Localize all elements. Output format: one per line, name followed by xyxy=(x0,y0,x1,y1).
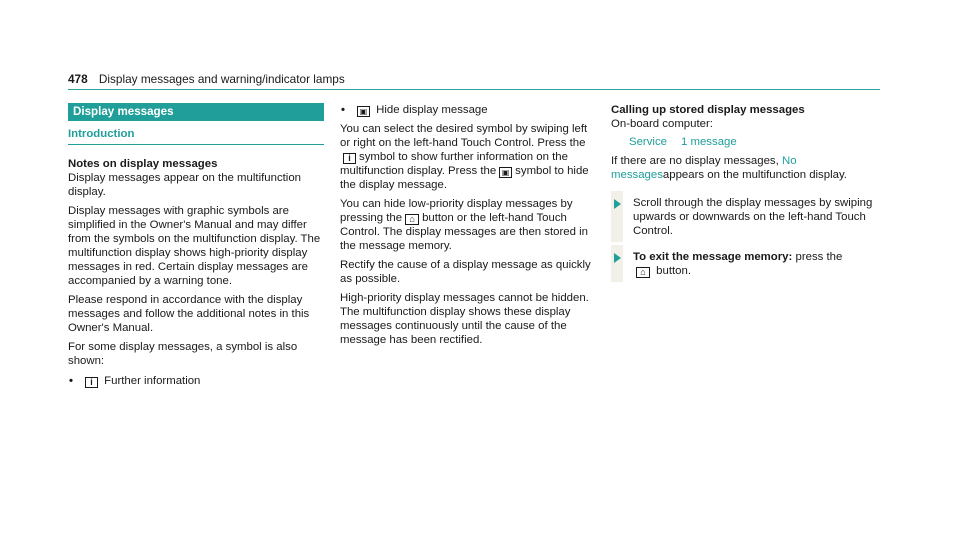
hide-message-symbol-icon xyxy=(357,106,370,117)
column-left xyxy=(68,103,324,388)
menu-path xyxy=(629,135,881,149)
paragraph: Display messages with graphic symbols are simplified in the Owner's Manual and may differ from the symbols on the multifunction display. The multifunction display shows high-priority display messages in red. Certain display messages are accompanied by a warning tone. xyxy=(68,205,321,287)
home-button-icon xyxy=(405,214,419,225)
text-run: symbol to show further information on the multifunction display. Press the xyxy=(340,151,568,177)
step-arrow-icon xyxy=(614,199,621,209)
text-run: If there are no display messages, xyxy=(611,155,779,167)
paragraph xyxy=(611,154,881,182)
menu-path-item: 1 message xyxy=(680,136,737,148)
section-title: Display messages xyxy=(68,103,324,121)
notes-heading: Notes on display messages xyxy=(68,158,218,170)
paragraph: On-board computer: xyxy=(611,118,713,130)
home-button-icon xyxy=(636,267,650,278)
step-stripe xyxy=(611,245,623,282)
step-label: To exit the message memory: xyxy=(633,251,793,263)
info-symbol-icon xyxy=(85,377,98,388)
column-middle xyxy=(340,103,594,347)
list-item xyxy=(68,374,324,388)
list-item xyxy=(340,103,594,117)
list-item-text: Further information xyxy=(104,375,201,387)
menu-path-item: Service xyxy=(629,136,667,148)
list-item-text: Hide display message xyxy=(376,104,488,116)
instruction-step xyxy=(611,196,881,238)
column-right xyxy=(611,103,881,278)
step-text: Scroll through the display messages by swiping upwards or downwards on the left-hand Touch Control. xyxy=(633,197,873,237)
text-run: button or the left-hand Touch Control. The display messages are then stored in the message memory. xyxy=(340,212,588,252)
paragraph xyxy=(340,197,594,253)
stored-messages-heading: Calling up stored display messages xyxy=(611,104,805,116)
display-text-reference: No messages xyxy=(611,155,797,181)
instruction-step xyxy=(611,250,881,278)
hide-message-symbol-icon xyxy=(499,167,512,178)
paragraph xyxy=(340,122,594,192)
paragraph: Please respond in accordance with the display messages and follow the additional notes in this Owner's Manual. xyxy=(68,294,310,334)
text-run: You can select the desired symbol by swiping left or right on the left-hand Touch Control. Press the xyxy=(340,123,588,149)
page-number: 478 xyxy=(68,72,88,86)
paragraph: High-priority display messages cannot be hidden. The multifunction display shows these display messages continuously until the cause of the message has been rectified. xyxy=(340,292,589,346)
paragraph: Rectify the cause of a display message as quickly as possible. xyxy=(340,259,591,285)
paragraph: For some display messages, a symbol is also shown: xyxy=(68,341,298,367)
page-header xyxy=(68,72,880,88)
text-run: You can hide low-priority display messages by pressing the xyxy=(340,198,573,224)
paragraph: Display messages appear on the multifunction display. xyxy=(68,172,302,198)
step-arrow-icon xyxy=(614,253,621,263)
subsection-title: Introduction xyxy=(68,127,324,145)
running-title: Display messages and warning/indicator lamps xyxy=(98,72,345,86)
step-text: press the xyxy=(795,251,843,263)
text-run: appears on the multifunction display. xyxy=(662,169,847,181)
bullet-dot: • xyxy=(69,375,73,387)
step-text: button. xyxy=(656,265,692,277)
bullet-dot: • xyxy=(341,104,345,116)
header-rule xyxy=(68,89,880,90)
info-symbol-icon xyxy=(343,153,356,164)
text-run: symbol to hide the display message. xyxy=(340,165,589,191)
